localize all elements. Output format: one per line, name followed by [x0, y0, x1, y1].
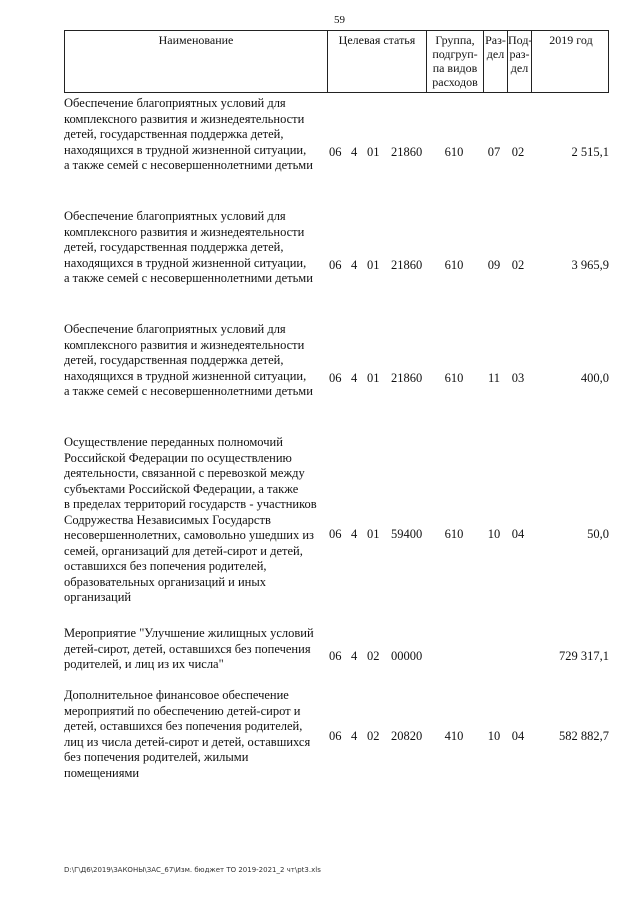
row-name-line: деятельности, связанной с перевозкой между — [64, 466, 305, 480]
row-name-line: Мероприятие "Улучшение жилищных условий — [64, 626, 314, 640]
razdel-code: 09 — [487, 258, 501, 272]
row-name — [64, 688, 322, 781]
main-event-code: 02 — [367, 649, 380, 663]
podrazdel-code: 04 — [511, 527, 525, 541]
row-name-line: мероприятий по обеспечению детей-сирот и — [64, 703, 301, 718]
header-razdel — [483, 31, 507, 92]
row-name — [64, 209, 322, 287]
subprogram-code: 4 — [351, 371, 358, 385]
row-name-line: а также семей с несовершеннолетними детьми — [64, 158, 313, 172]
podrazdel-code: 03 — [511, 371, 525, 385]
group-code: 410 — [444, 729, 464, 743]
row-name-line: находящихся в трудной жизненной ситуации, — [64, 142, 307, 157]
row-name-line: семей, организаций для детей-сирот и детей, — [64, 543, 303, 558]
row-name-line: находящихся в трудной жизненной ситуации, — [64, 255, 307, 270]
row-name-line: Обеспечение благоприятных условий для — [64, 209, 286, 223]
row-name-line: детей-сирот, детей, оставшихся без попечения — [64, 641, 311, 656]
row-name-line: детей, государственная поддержка детей, — [64, 240, 284, 254]
program-code: 06 — [329, 145, 342, 159]
main-event-code: 02 — [367, 729, 380, 743]
row-name-line: Обеспечение благоприятных условий для — [64, 322, 286, 336]
row-name-line: в пределах территорий государств - участников — [64, 497, 317, 511]
program-code: 06 — [329, 258, 342, 272]
subprogram-code: 4 — [351, 649, 358, 663]
page-number: 59 — [334, 14, 345, 26]
group-code: 610 — [444, 527, 464, 541]
main-event-code: 01 — [367, 258, 380, 272]
row-name-line: комплексного развития и жизнедеятельности — [64, 111, 305, 126]
group-code: 610 — [444, 258, 464, 272]
header-podrazdel-line: раз- — [509, 47, 530, 61]
row-name-line: лиц из числа детей-сирот и детей, оставшихся — [64, 734, 311, 749]
row-name-line: Российской Федерации по осуществлению — [64, 450, 292, 465]
subprogram-code: 4 — [351, 258, 358, 272]
header-year: 2019 год — [531, 31, 610, 92]
main-event-code: 01 — [367, 371, 380, 385]
group-code: 610 — [444, 145, 464, 159]
row-name-line: детей, государственная поддержка детей, — [64, 353, 284, 367]
subprogram-code: 4 — [351, 729, 358, 743]
row-name-line: детей, оставшихся без попечения родителей, — [64, 719, 303, 733]
row-name-line: Содружества Независимых Государств — [64, 512, 271, 527]
row-name — [64, 435, 322, 606]
header-podrazdel-line: Под- — [508, 33, 533, 47]
row-name-line: образовательных организаций и иных — [64, 574, 266, 589]
header-group-line: расходов — [432, 75, 478, 89]
podrazdel-code: 02 — [511, 258, 525, 272]
program-code: 06 — [329, 649, 342, 663]
razdel-code: 10 — [487, 527, 501, 541]
row-name-line: детей, государственная поддержка детей, — [64, 127, 284, 141]
header-group — [426, 31, 483, 92]
main-event-code: 01 — [367, 145, 380, 159]
subprogram-code: 4 — [351, 145, 358, 159]
header-podrazdel — [507, 31, 531, 92]
row-name-line: находящихся в трудной жизненной ситуации, — [64, 368, 307, 383]
program-code: 06 — [329, 729, 342, 743]
direction-code: 21860 — [391, 371, 423, 385]
header-podrazdel-line: дел — [510, 61, 529, 75]
row-name — [64, 96, 322, 174]
direction-code: 00000 — [391, 649, 423, 663]
razdel-code: 11 — [487, 371, 501, 385]
header-target-article: Целевая статья — [327, 31, 426, 92]
row-name — [64, 626, 322, 673]
row-name-line: родителей, и лиц из их числа" — [64, 657, 224, 671]
direction-code: 59400 — [391, 527, 423, 541]
row-name-line: а также семей с несовершеннолетними детьми — [64, 384, 313, 398]
header-group-line: подгруп- — [432, 47, 478, 61]
row-name-line: помещениями — [64, 765, 140, 780]
program-code: 06 — [329, 371, 342, 385]
row-name-line: Дополнительное финансовое обеспечение — [64, 688, 289, 702]
amount-2019: 729 317,1 — [559, 649, 609, 663]
amount-2019: 2 515,1 — [571, 145, 609, 159]
header-group-line: Группа, — [435, 33, 475, 47]
direction-code: 20820 — [391, 729, 423, 743]
amount-2019: 3 965,9 — [571, 258, 609, 272]
row-name-line: несовершеннолетних, самовольно ушедших из — [64, 528, 314, 542]
header-group-line: па видов — [432, 61, 478, 75]
razdel-code: 10 — [487, 729, 501, 743]
header-razdel-line: дел — [486, 47, 505, 61]
row-name — [64, 322, 322, 400]
row-name-line: комплексного развития и жизнедеятельности — [64, 337, 305, 352]
row-name-line: Осуществление переданных полномочий — [64, 435, 283, 449]
podrazdel-code: 02 — [511, 145, 525, 159]
subprogram-code: 4 — [351, 527, 358, 541]
header-name: Наименование — [158, 33, 234, 47]
row-name-line: без попечения родителей, жилыми — [64, 750, 249, 764]
row-name-line: а также семей с несовершеннолетними детьми — [64, 271, 313, 285]
row-name-line: оставшихся без попечения родителей, — [64, 559, 267, 573]
group-code: 610 — [444, 371, 464, 385]
main-event-code: 01 — [367, 527, 380, 541]
direction-code: 21860 — [391, 145, 423, 159]
row-name-line: организаций — [64, 590, 132, 604]
row-name-line: комплексного развития и жизнедеятельности — [64, 224, 305, 239]
podrazdel-code: 04 — [511, 729, 525, 743]
table-header — [64, 30, 609, 93]
amount-2019: 400,0 — [580, 371, 609, 385]
row-name-line: Обеспечение благоприятных условий для — [64, 96, 286, 110]
file-path-footer: D:\Г\Д6\2019\ЗАКОНЫ\ЗАС_67\Изм. бюджет ТО 2019-2021_2 чт\pt3.xls — [64, 866, 321, 874]
amount-2019: 50,0 — [587, 527, 609, 541]
row-name-line: субъектами Российской Федерации, а также — [64, 481, 299, 496]
header-razdel-line: Раз- — [485, 33, 506, 47]
razdel-code: 07 — [487, 145, 501, 159]
program-code: 06 — [329, 527, 342, 541]
direction-code: 21860 — [391, 258, 423, 272]
amount-2019: 582 882,7 — [559, 729, 609, 743]
